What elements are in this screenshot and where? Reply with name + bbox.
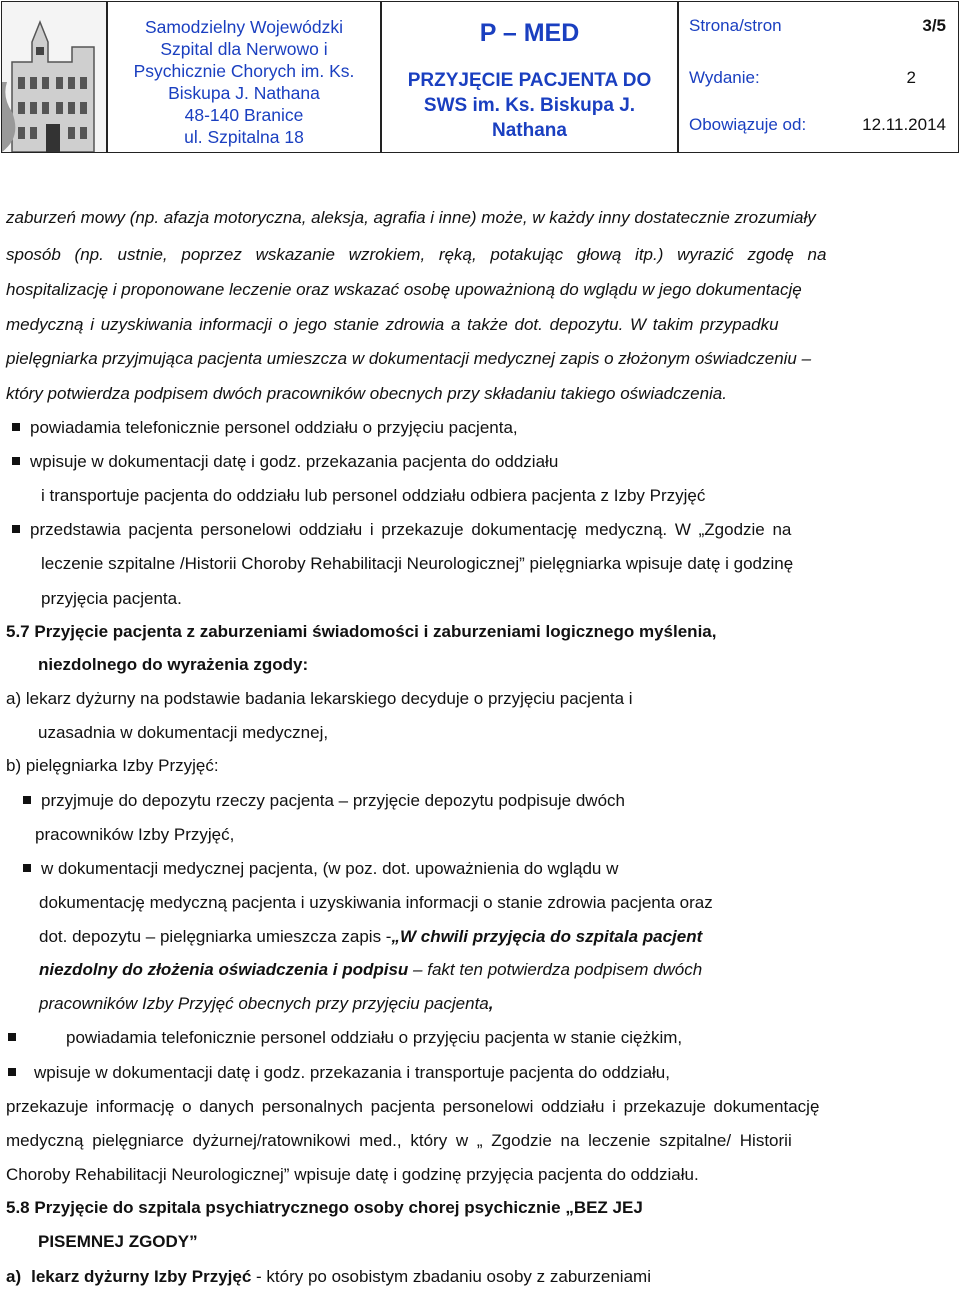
list-item: [12, 520, 791, 540]
square-bullet-icon: [8, 1033, 16, 1041]
list-item-text: dot. depozytu – pielęgniarka umieszcza zapis -: [39, 927, 392, 946]
paragraph-line: Choroby Rehabilitacji Neurologicznej” wpisuje datę i godzinę przyjęcia pacjenta do oddziału.: [6, 1165, 699, 1184]
list-item: b) pielęgniarka Izby Przyjęć:: [6, 756, 219, 775]
list-item: [23, 859, 618, 879]
paragraph-line: hospitalizację i proponowane leczenie oraz wskazać osobę upoważnioną do wglądu w jego dokumentację: [6, 280, 802, 299]
institution-line: ul. Szpitalna 18: [184, 127, 304, 147]
hospital-logo: [1, 1, 107, 153]
square-bullet-icon: [8, 1068, 16, 1076]
institution-line: Samodzielny Wojewódzki: [144, 17, 344, 37]
list-item-text: wpisuje w dokumentacji datę i godz. przekazania i transportuje pacjenta do oddziału,: [34, 1063, 670, 1082]
procedure-title-cell: [381, 1, 678, 153]
list-item-continuation: [39, 994, 494, 1014]
document-meta: [678, 1, 959, 153]
list-item-continuation: pracowników Izby Przyjęć,: [35, 825, 235, 844]
list-item: [6, 1267, 651, 1287]
section-heading-continuation: PISEMNEJ ZGODY”: [38, 1232, 198, 1251]
section-heading-continuation: niezdolnego do wyrażenia zgody:: [38, 655, 309, 674]
hospital-building-icon: [2, 2, 106, 152]
paragraph-line: zaburzeń mowy (np. afazja motoryczna, aleksja, agrafia i inne) może, w każdy inny dostatecznie zrozumiały: [6, 208, 816, 227]
institution-name: [107, 1, 381, 153]
list-item: [12, 452, 558, 472]
square-bullet-icon: [12, 525, 20, 533]
list-item-text: ,: [488, 994, 494, 1013]
page-value: 3/5: [922, 16, 946, 35]
valid-from-label: Obowiązuje od:: [689, 115, 807, 134]
edition-value: 2: [906, 68, 916, 87]
list-item: [23, 791, 625, 811]
paragraph-line: przekazuje informację o danych personalnych pacjenta personelowi oddziału i przekazuje dokumentację: [6, 1097, 820, 1116]
valid-from-value: 12.11.2014: [862, 115, 946, 134]
list-item-text: lekarz dyżurny Izby Przyjęć: [31, 1267, 252, 1286]
list-item-text: wpisuje w dokumentacji datę i godz. przekazania pacjenta do oddziału: [30, 452, 559, 471]
document-header: [0, 0, 960, 155]
procedure-title: PRZYJĘCIE PACJENTA DO SWS im. Ks. Biskupa J. Nathana: [407, 70, 652, 141]
list-item-continuation: [39, 927, 702, 947]
paragraph-line: pielęgniarka przyjmująca pacjenta umieszcza w dokumentacji medycznej zapis o złożonym oświadczeniu –: [6, 349, 812, 368]
list-item-text: - który po osobistym zbadaniu osoby z zaburzeniami: [251, 1267, 651, 1286]
list-item-continuation: leczenie szpitalne /Historii Choroby Rehabilitacji Neurologicznej” pielęgniarka wpisuje datę i godzinę: [41, 554, 794, 573]
quoted-statement: „W chwili przyjęcia do szpitala pacjent: [391, 927, 703, 946]
institution-line: Psychicznie Chorych im. Ks.: [133, 61, 355, 81]
list-item: [8, 1028, 682, 1048]
quoted-statement: niezdolny do złożenia oświadczenia i podpisu: [39, 960, 409, 979]
list-item-text: przedstawia pacjenta personelowi oddziału i przekazuje dokumentację medyczną. W „Zgodzie na: [30, 520, 792, 539]
list-marker: a): [6, 1267, 22, 1286]
list-item: [12, 418, 518, 438]
paragraph-line: który potwierdza podpisem dwóch pracowników obecnych przy składaniu takiego oświadczenia.: [6, 384, 727, 403]
section-heading: 5.7 Przyjęcie pacjenta z zaburzeniami świadomości i zaburzeniami logicznego myślenia,: [6, 622, 717, 641]
list-item-text: w dokumentacji medycznej pacjenta, (w poz. dot. upoważnienia do wglądu w: [41, 859, 619, 878]
list-item: [8, 1063, 670, 1083]
square-bullet-icon: [12, 457, 20, 465]
square-bullet-icon: [23, 864, 31, 872]
list-item-continuation: i transportuje pacjenta do oddziału lub personel oddziału odbiera pacjenta z Izby Przyjęć: [41, 486, 706, 505]
paragraph-line: medyczną i uzyskiwania informacji o jego stanie zdrowia a także dot. depozytu. W takim przypadku: [6, 315, 779, 334]
list-item-text: – fakt ten potwierdza podpisem dwóch: [408, 960, 703, 979]
list-item-continuation: przyjęcia pacjenta.: [41, 589, 182, 608]
list-item: a) lekarz dyżurny na podstawie badania lekarskiego decyduje o przyjęciu pacjenta i: [6, 689, 633, 708]
institution-line: Szpital dla Nerwowo i: [160, 39, 328, 59]
paragraph-line: medyczną pielęgniarce dyżurnej/ratownikowi med., który w „ Zgodzie na leczenie szpitalne/ Historii: [6, 1131, 792, 1150]
page-label: Strona/stron: [689, 16, 782, 35]
square-bullet-icon: [23, 796, 31, 804]
list-item-text: pracowników Izby Przyjęć obecnych przy przyjęciu pacjenta: [39, 994, 489, 1013]
paragraph-line: sposób (np. ustnie, poprzez wskazanie wzrokiem, ręką, potakując głową itp.) wyrazić zgodę na: [6, 245, 827, 264]
edition-label: Wydanie:: [689, 68, 760, 87]
list-item-text: powiadamia telefonicznie personel oddziału o przyjęciu pacjenta,: [30, 418, 518, 437]
procedure-code: P – MED: [479, 19, 580, 47]
square-bullet-icon: [12, 423, 20, 431]
list-item-text: powiadamia telefonicznie personel oddziału o przyjęciu pacjenta w stanie ciężkim,: [66, 1028, 683, 1047]
list-item-text: przyjmuje do depozytu rzeczy pacjenta – przyjęcie depozytu podpisuje dwóch: [41, 791, 625, 810]
section-heading: 5.8 Przyjęcie do szpitala psychiatrycznego osoby chorej psychicznie „BEZ JEJ: [6, 1198, 643, 1217]
institution-line: Biskupa J. Nathana: [168, 83, 320, 103]
list-item-continuation: uzasadnia w dokumentacji medycznej,: [38, 723, 329, 742]
list-item-continuation: dokumentację medyczną pacjenta i uzyskiwania informacji o stanie zdrowia pacjenta oraz: [39, 893, 713, 912]
institution-line: 48-140 Branice: [184, 105, 304, 125]
list-item-continuation: [39, 960, 702, 980]
